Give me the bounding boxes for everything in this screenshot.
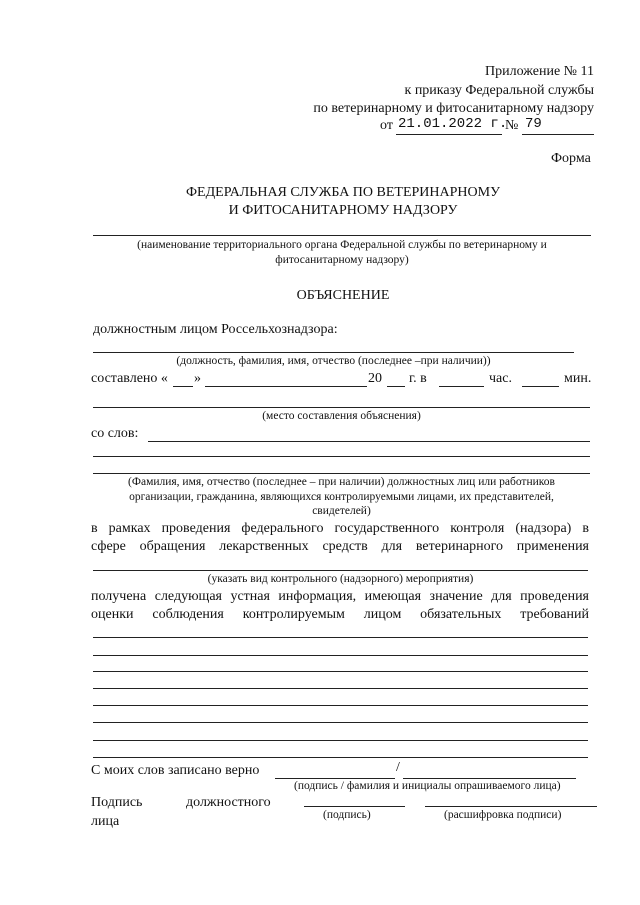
compiled-minutes-label: мин. [564,371,592,386]
answer-line-1[interactable] [93,637,588,638]
official-decode-field[interactable] [425,806,597,807]
official-decode-caption: (расшифровка подписи) [444,809,562,821]
official-sign-word-3: лица [91,814,120,829]
event-caption: (указать вид контрольного (надзорного) мероприятия) [207,573,474,585]
compiled-month-field[interactable] [205,386,367,387]
info-text-line-1: получена следующая устная информация, имеющая значение для проведения [91,589,589,604]
appendix-number-underline [522,134,594,135]
compiled-year-prefix: 20 [368,371,382,386]
official-sign-word-2: должностного [186,795,271,810]
official-signature-caption: (подпись) [323,809,371,821]
position-caption: (должность, фамилия, имя, отчество (последнее –при наличии)) [176,355,491,367]
answer-line-8[interactable] [93,757,588,758]
verified-caption: (подпись / фамилия и инициалы опрашиваемого лица) [294,780,561,792]
position-field[interactable] [93,352,574,353]
place-field[interactable] [93,407,590,408]
compiled-day-field[interactable] [173,386,193,387]
appendix-number-sign: № [505,118,519,133]
official-signature-field[interactable] [304,806,405,807]
appendix-line-2: к приказу Федеральной службы [404,83,594,98]
answer-line-5[interactable] [93,705,588,706]
official-sign-word-1: Подпись [91,795,143,810]
control-text-line-1: в рамках проведения федерального государственного контроля (надзора) в [91,521,589,536]
place-caption: (место составления объяснения) [262,410,421,422]
agency-line-1: ФЕДЕРАЛЬНАЯ СЛУЖБА ПО ВЕТЕРИНАРНОМУ [185,185,500,200]
appendix-line-3: по ветеринарному и фитосанитарному надзору [313,101,594,116]
compiled-year-field[interactable] [387,386,405,387]
answer-line-6[interactable] [93,722,588,723]
compiled-hours-field[interactable] [439,386,484,387]
answer-line-2[interactable] [93,655,588,656]
document-title: ОБЪЯСНЕНИЕ [296,288,390,303]
territorial-caption-line-2: фитосанитарному надзору) [275,254,409,266]
persons-caption-line-1: (Фамилия, имя, отчество (последнее – при наличии) должностных лиц или работников [128,476,555,488]
info-text-line-2: оценки соблюдения контролируемым лицом обязательных требований [91,607,589,622]
form-label: Форма [551,151,591,166]
appendix-line-1: Приложение № 11 [485,64,594,79]
event-type-field[interactable] [93,570,588,571]
persons-field-line-3[interactable] [93,473,590,474]
answer-line-7[interactable] [93,740,588,741]
answer-line-4[interactable] [93,688,588,689]
from-words-label: со слов: [91,426,139,441]
persons-caption-line-3: свидетелей) [312,505,371,517]
compiled-year-suffix: г. в [409,371,427,386]
interviewee-name-field[interactable] [403,778,576,779]
official-line: должностным лицом Россельхознадзора: [93,322,338,337]
persons-field-line-2[interactable] [93,456,590,457]
answer-line-3[interactable] [93,671,588,672]
compiled-prefix: составлено « [91,371,168,386]
control-text-line-2: сфере обращения лекарственных средств для ветеринарного применения [91,539,589,554]
appendix-date: 21.01.2022 г. [398,116,508,132]
agency-line-2: И ФИТОСАНИТАРНОМУ НАДЗОРУ [228,203,458,218]
verified-label: С моих слов записано верно [91,763,260,778]
verified-slash: / [396,760,400,775]
persons-caption-line-2: организации, гражданина, являющихся контролируемыми лицами, их представителей, [129,491,554,503]
compiled-minutes-field[interactable] [522,386,559,387]
compiled-hours-label: час. [489,371,512,386]
compiled-quote-close: » [194,371,201,386]
interviewee-signature-field[interactable] [275,778,395,779]
appendix-date-prefix: от [380,118,393,133]
territorial-caption-line-1: (наименование территориального органа Федеральной службы по ветеринарному и [137,239,547,251]
territorial-name-field[interactable] [93,235,591,236]
from-words-field[interactable] [148,441,590,442]
appendix-number: 79 [525,116,542,132]
appendix-date-underline [396,134,502,135]
